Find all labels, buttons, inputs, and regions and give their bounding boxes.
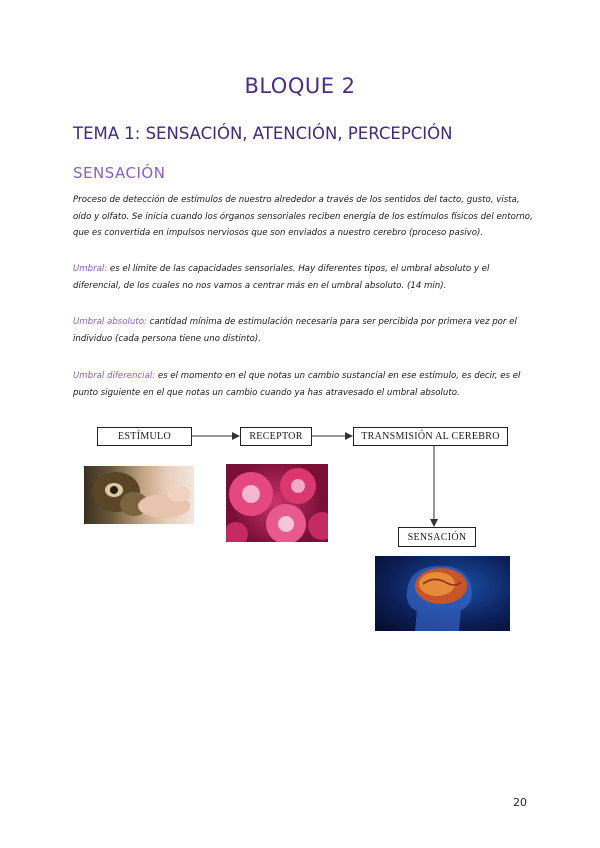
term-umbral-absoluto: Umbral absoluto: [73,317,147,327]
diagram-box-receptor: RECEPTOR [240,427,312,446]
term-umbral-diferencial: Umbral diferencial: [73,371,156,381]
paragraph-umbral-absoluto [73,314,533,347]
text-umbral-absoluto: cantidad mínima de estimulación necesaria para ser percibida por primera vez por el individuo (cada persona tiene uno distinto). [73,317,517,344]
text-umbral: es el límite de las capacidades sensoriales. Hay diferentes tipos, el umbral absoluto y el diferencial, de los cuales no nos vamos a centrar más en el umbral absoluto. (14 min). [73,264,490,291]
paragraph-umbral-diferencial [73,368,533,401]
text-umbral-diferencial: es el momento en el que notas un cambio sustancial en ese estímulo, es decir, es el punto siguiente en el que notas un cambio cuando ya has atravesado el umbral absoluto. [73,371,521,398]
section-heading: SENSACIÓN [73,164,166,182]
term-umbral: Umbral: [73,264,108,274]
brain-image [375,556,510,631]
paragraph-umbral [73,261,533,294]
diagram-box-transmision: TRANSMISIÓN AL CEREBRO [353,427,508,446]
diagram-box-estimulo: ESTÍMULO [97,427,192,446]
diagram-box-sensacion: SENSACIÓN [398,527,476,547]
paragraph-definition: Proceso de detección de estímulos de nuestro alrededor a través de los sentidos del tacto, gusto, vista, oído y olfato. Se inicia cuando los órganos sensoriales reciben energía de los estímulos físicos del entorno, que es convertida en impulsos nerviosos que son enviados a nuestro cerebro (proceso pasivo). [73,195,533,238]
tema-heading: TEMA 1: SENSACIÓN, ATENCIÓN, PERCEPCIÓN [73,124,453,143]
butterfly-hand-image [84,466,194,524]
cells-image [226,464,328,542]
page-title: BLOQUE 2 [244,74,356,98]
page-number: 20 [513,796,527,809]
